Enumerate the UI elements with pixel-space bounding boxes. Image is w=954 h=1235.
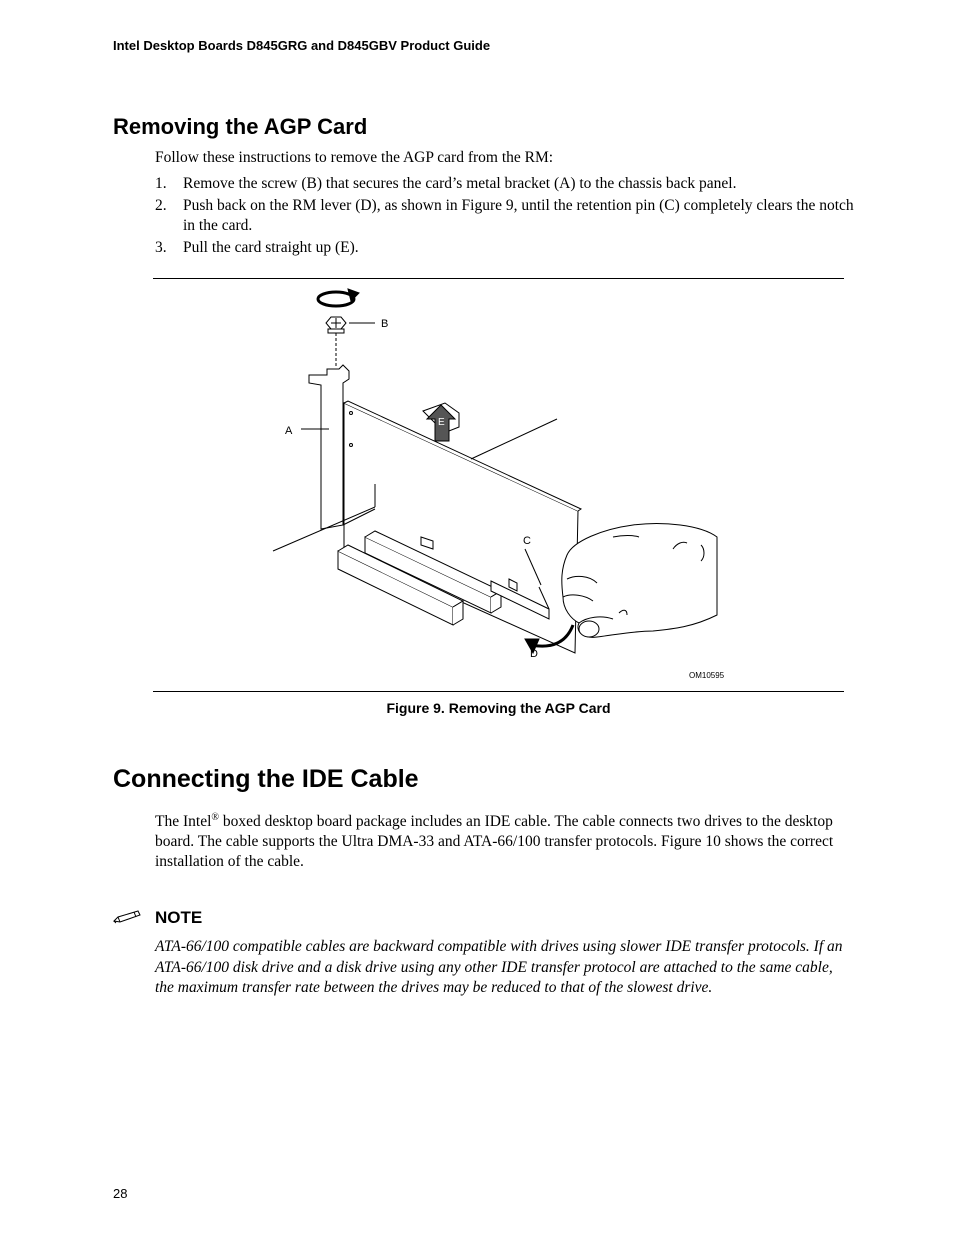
figure-caption: Figure 9. Removing the AGP Card bbox=[386, 700, 611, 716]
label-c: C bbox=[523, 535, 531, 547]
step-text: Remove the screw (B) that secures the card’s metal bracket (A) to the chassis back panel. bbox=[183, 175, 737, 192]
step-text: Pull the card straight up (E). bbox=[183, 239, 359, 256]
note-body: ATA-66/100 compatible cables are backward compatible with drives using slower IDE transfer protocols. If an ATA-66/100 disk drive and a disk drive using any other IDE transfer protocol are attached to the same cable, the maximum transfer rate between the drives may be reduced to that of the slowest drive. bbox=[155, 938, 843, 996]
agp-intro: Follow these instructions to remove the AGP card from the RM: bbox=[155, 149, 554, 166]
label-e: E bbox=[438, 417, 445, 428]
step-item bbox=[155, 196, 855, 236]
pencil-icon bbox=[112, 908, 142, 926]
label-b: B bbox=[381, 318, 389, 330]
figure-id: OM10595 bbox=[689, 671, 725, 680]
step-number: 1. bbox=[155, 175, 167, 192]
ide-text-pre: The Intel bbox=[155, 813, 212, 830]
ide-paragraph bbox=[155, 812, 845, 872]
label-d: D bbox=[530, 648, 538, 660]
step-number: 3. bbox=[155, 239, 167, 256]
step-number: 2. bbox=[155, 197, 167, 214]
hand-illustration bbox=[562, 524, 717, 638]
step-item bbox=[155, 174, 855, 194]
agp-removal-illustration bbox=[153, 279, 844, 691]
registered-mark: ® bbox=[211, 811, 219, 823]
label-a: A bbox=[285, 425, 293, 437]
note-title: NOTE bbox=[155, 908, 203, 927]
agp-steps bbox=[155, 174, 855, 260]
screw-icon bbox=[326, 317, 346, 367]
figure-bottom-rule bbox=[153, 691, 844, 692]
page-number: 28 bbox=[113, 1186, 128, 1201]
rotate-arrow-icon bbox=[318, 289, 359, 306]
section-title-agp: Removing the AGP Card bbox=[113, 114, 368, 139]
step-text: Push back on the RM lever (D), as shown in Figure 9, until the retention pin (C) completely clears the notch in the card. bbox=[183, 197, 854, 234]
ide-text-post: boxed desktop board package includes an IDE cable. The cable connects two drives to the desktop board. The cable supports the Ultra DMA-33 and ATA-66/100 transfer protocols. Figure 10 shows the correct installation of the cable. bbox=[155, 813, 834, 870]
section-title-ide: Connecting the IDE Cable bbox=[113, 765, 419, 793]
step-item bbox=[155, 238, 855, 258]
running-header: Intel Desktop Boards D845GRG and D845GBV Product Guide bbox=[113, 38, 491, 53]
